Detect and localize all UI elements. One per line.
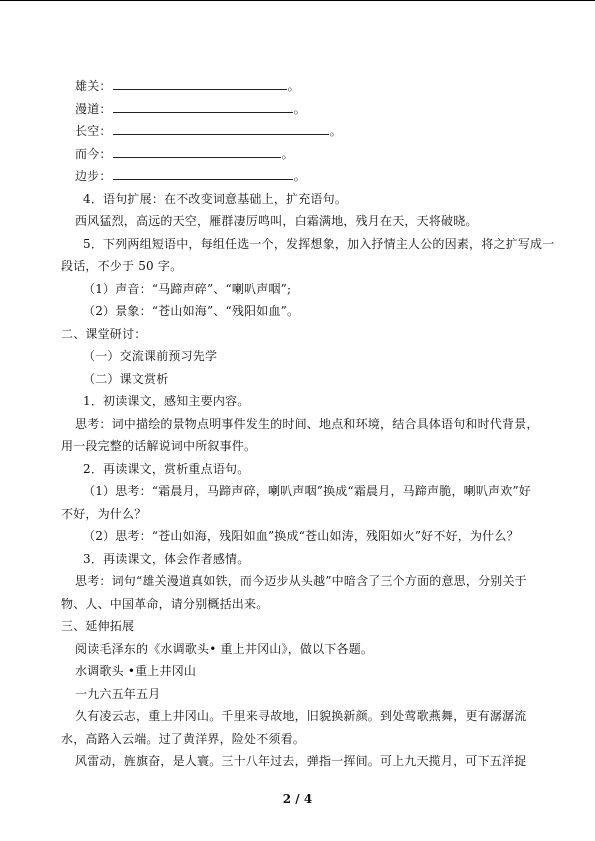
blank-line-changkong: [61, 120, 541, 143]
reading-2-question-a: （1）思考：“霜晨月，马蹄声碎，喇叭声咽”换成“霜晨月，马蹄声脆，喇叭声欢”好: [83, 484, 531, 498]
reading-1-think: 思考：词中描绘的景物点明事件发生的时间、地点和环境，结合具体语句和时代背景，: [75, 416, 539, 431]
reading-1: 1．初读课文，感知主要内容。: [83, 394, 250, 408]
page-number: 2 / 4: [282, 792, 313, 806]
blank-end: 。: [293, 101, 306, 116]
reading-2-question-b: （2）思考：“苍山如海，残阳如血”换成“苍山如涛，残阳如火”好不好，为什么？: [83, 529, 519, 543]
reading-2: 2．再读课文，赏析重点语句。: [83, 461, 250, 476]
document-body: [61, 75, 555, 773]
blank-line-bianbu: [61, 165, 541, 188]
blank-end: 。: [293, 169, 306, 183]
answer-blank[interactable]: [113, 76, 287, 90]
reading-3-think: 思考：词句“雄关漫道真如铁，而今迈步从头越”中暗含了三个方面的意思，分别关于: [75, 574, 527, 588]
blank-end: 。: [281, 146, 294, 161]
poem-line-3: 风雷动，旌旗奋，是人寰。三十八年过去，弹指一挥间。可上九天揽月，可下五洋捉: [75, 754, 527, 768]
question-4-title: 4．语句扩展：在不改变词意基础上，扩充语句。: [83, 191, 348, 206]
blank-label: 而今：: [75, 146, 112, 161]
header-rule: [0, 0, 595, 1]
poem-line-2: 水，高路入云端。过了黄洋界，险处不须看。: [61, 731, 306, 746]
blank-end: 。: [329, 124, 342, 138]
question-5-title: 5．下列两组短语中，每组任选一个，发挥想象，加入抒情主人公的因素，将之扩写成一: [83, 236, 555, 251]
reading-2-question-a-cont: 不好，为什么？: [61, 506, 147, 521]
blank-label: 漫道：: [75, 101, 112, 116]
section-2-sub-1: （一）交流课前预习先学: [83, 349, 218, 363]
section-2-heading: 二、课堂研讨：: [61, 326, 147, 341]
section-2-sub-2: （二）课文赏析: [83, 371, 169, 386]
poem-line-1: 久有凌云志，重上井冈山。千里来寻故地，旧貌换新颜。到处莺歌燕舞，更有潺潺流: [75, 709, 527, 723]
question-5-item-2: （2）景象：“苍山如海”、“残阳如血”。: [83, 304, 300, 318]
reading-3: 3．再读课文，体会作者感情。: [83, 551, 250, 566]
section-3-intro: 阅读毛泽东的《水调歌头• 重上井冈山》，做以下各题。: [75, 641, 374, 656]
question-5-title-cont: 段话，不少于 50 字。: [61, 259, 183, 273]
blank-label: 边步：: [75, 169, 112, 183]
blank-label: 长空：: [75, 124, 112, 138]
poem-date: 一九六五年五月: [75, 686, 161, 701]
blank-line-erjin: [61, 143, 541, 166]
answer-blank[interactable]: [113, 166, 293, 180]
reading-1-think-cont: 用一段完整的话解说词中所叙事件。: [61, 439, 257, 453]
answer-blank[interactable]: [113, 99, 293, 113]
section-3-heading: 三、延伸拓展: [61, 619, 135, 633]
poem-title: 水调歌头 •重上井冈山: [75, 664, 197, 678]
blank-line-xiongguan: [61, 75, 541, 98]
answer-blank[interactable]: [113, 121, 329, 135]
question-5-item-1: （1）声音：“马蹄声碎”、“喇叭声咽”;: [83, 281, 292, 296]
blank-end: 。: [287, 79, 300, 93]
blank-label: 雄关：: [75, 79, 112, 93]
question-4-text: 西风猛烈，高远的天空，雁群凄厉鸣叫，白霜满地，残月在天，天将破晓。: [75, 214, 478, 228]
reading-3-think-cont: 物、人、中国革命，请分别概括出来。: [61, 596, 269, 611]
blank-line-mandao: [61, 98, 541, 121]
answer-blank[interactable]: [113, 144, 281, 158]
